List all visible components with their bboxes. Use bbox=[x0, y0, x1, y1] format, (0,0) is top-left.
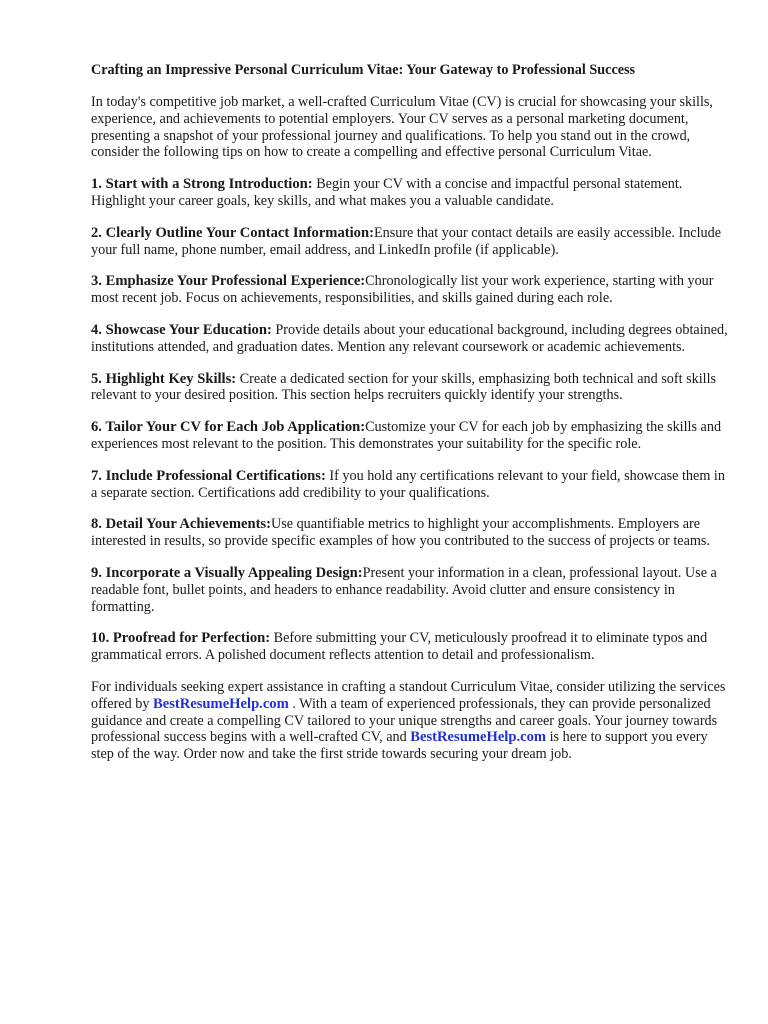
document-page bbox=[91, 62, 731, 763]
tip-6 bbox=[91, 419, 731, 453]
tip-body: Chronologically list your work experience, starting with your most recent job. Focus on achievements, responsibilities, and skills gained during each role. bbox=[91, 273, 714, 307]
tip-heading: 7. Include Professional Certifications: bbox=[91, 467, 326, 484]
closing-text: . With a team of experienced professionals, they can provide personalized guidance and create a compelling CV tailored to your unique strengths and career goals. Your journey towards professional success begins with a well-crafted CV, and bbox=[91, 695, 718, 746]
document-title: Crafting an Impressive Personal Curriculum Vitae: Your Gateway to Professional Success bbox=[91, 62, 636, 78]
bestresumehelp-link[interactable]: BestResumeHelp.com bbox=[152, 695, 289, 712]
tip-7 bbox=[91, 468, 731, 502]
tip-heading: 2. Clearly Outline Your Contact Information: bbox=[91, 224, 374, 241]
tip-10 bbox=[91, 630, 731, 664]
tip-body: Provide details about your educational background, including degrees obtained, institutions attended, and graduation dates. Mention any relevant coursework or academic achievements. bbox=[91, 321, 728, 355]
tip-1 bbox=[91, 176, 731, 210]
closing-text: For individuals seeking expert assistance in crafting a standout Curriculum Vitae, consider utilizing the services offered by bbox=[91, 678, 726, 712]
closing-text: is here to support you every step of the way. Order now and take the first stride towards securing your dream job. bbox=[91, 729, 708, 763]
bestresumehelp-link[interactable]: BestResumeHelp.com bbox=[410, 729, 547, 746]
tip-body: Customize your CV for each job by emphasizing the skills and experiences most relevant to the position. This demonstrates your suitability for the specific role. bbox=[91, 419, 722, 452]
tip-body: If you hold any certifications relevant to your field, showcase them in a separate section. Certifications add credibility to your qualifications. bbox=[91, 467, 725, 501]
tip-4 bbox=[91, 322, 731, 356]
tip-heading: 1. Start with a Strong Introduction: bbox=[91, 176, 313, 193]
tip-9 bbox=[91, 565, 731, 615]
tip-body: Create a dedicated section for your skills, emphasizing both technical and soft skills relevant to your desired position. This section helps recruiters quickly identify your strengths. bbox=[91, 370, 717, 404]
tip-2 bbox=[91, 225, 731, 259]
tip-5 bbox=[91, 371, 731, 405]
tip-heading: 3. Emphasize Your Professional Experience: bbox=[91, 273, 366, 290]
tip-heading: 4. Showcase Your Education: bbox=[91, 321, 272, 338]
tip-heading: 5. Highlight Key Skills: bbox=[91, 370, 237, 387]
tip-heading: 9. Incorporate a Visually Appealing Design: bbox=[91, 564, 363, 581]
closing-paragraph bbox=[91, 679, 731, 763]
tip-heading: 8. Detail Your Achievements: bbox=[91, 516, 271, 533]
tip-body: Ensure that your contact details are easily accessible. Include your full name, phone number, email address, and LinkedIn profile (if applicable). bbox=[91, 224, 722, 258]
tip-8 bbox=[91, 516, 731, 550]
tip-body: Begin your CV with a concise and impactful personal statement. Highlight your career goals, key skills, and what makes you a valuable candidate. bbox=[91, 176, 683, 209]
tip-3 bbox=[91, 273, 731, 307]
tip-body: Present your information in a clean, professional layout. Use a readable font, bullet points, and headers to enhance readability. Avoid clutter and ensure consistency in formatting. bbox=[91, 564, 717, 615]
tip-body: Use quantifiable metrics to highlight your accomplishments. Employers are interested in results, so provide specific examples of how you contributed to the success of projects or teams. bbox=[91, 516, 710, 550]
intro-paragraph: In today's competitive job market, a well-crafted Curriculum Vitae (CV) is crucial for showcasing your skills, experience, and achievements to potential employers. Your CV serves as a personal marketing document, presenting a snapshot of your professional journey and qualifications. To help you stand out in the crowd, consider the following tips on how to create a compelling and effective personal Curriculum Vitae. bbox=[91, 94, 713, 161]
tip-body: Before submitting your CV, meticulously proofread it to eliminate typos and grammatical errors. A polished document reflects attention to detail and professionalism. bbox=[91, 630, 708, 664]
tip-heading: 10. Proofread for Perfection: bbox=[91, 630, 271, 647]
tip-heading: 6. Tailor Your CV for Each Job Application: bbox=[91, 419, 366, 436]
